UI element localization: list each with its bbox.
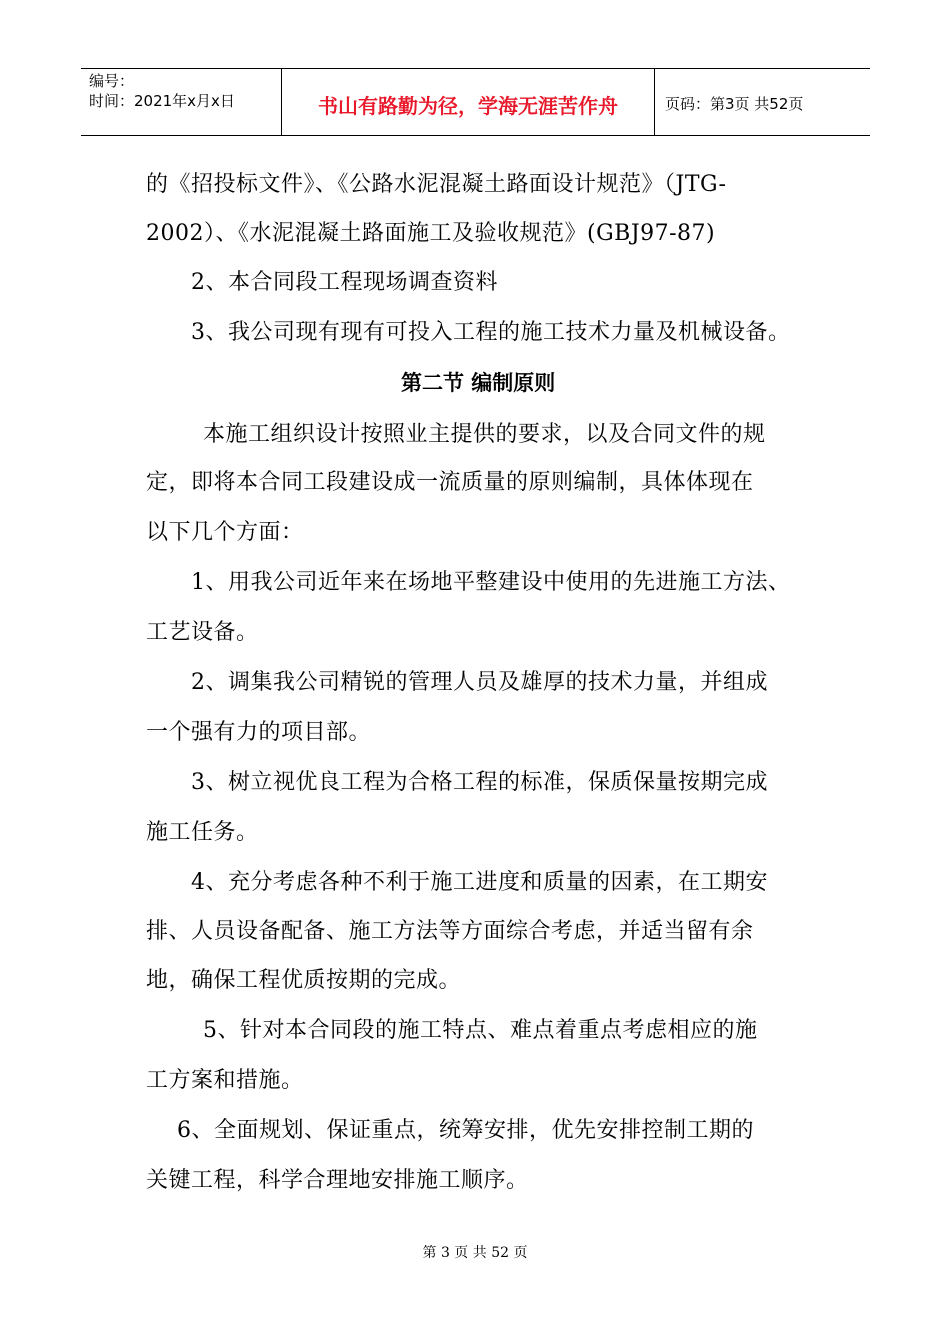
- body-line: 定，即将本合同工段建设成一流质量的原则编制，具体体现在: [146, 470, 754, 495]
- body-line: 关键工程，科学合理地安排施工顺序。: [146, 1168, 529, 1193]
- header-meta: [81, 69, 282, 135]
- body-line: 的《招投标文件》、《公路水泥混凝土路面设计规范》（JTG-: [146, 172, 727, 197]
- serial-label: 编号：: [89, 72, 135, 90]
- body-line: 2、调集我公司精锐的管理人员及雄厚的技术力量，并组成: [191, 670, 768, 695]
- body-line: 2、本合同段工程现场调查资料: [191, 270, 498, 295]
- body-line: 4、充分考虑各种不利于施工进度和质量的因素，在工期安: [191, 870, 768, 895]
- body-line: 2002）、《水泥混凝土路面施工及验收规范》(GBJ97-87): [146, 221, 716, 246]
- body-line: 3、树立视优良工程为合格工程的标准，保质保量按期完成: [191, 770, 768, 795]
- body-line: 地，确保工程优质按期的完成。: [146, 968, 462, 993]
- body-line: 以下几个方面：: [146, 520, 304, 545]
- body-line: 工方案和措施。: [146, 1068, 304, 1093]
- body-line: 6、全面规划、保证重点，统筹安排，优先安排控制工期的: [177, 1118, 754, 1143]
- body-line: 工艺设备。: [146, 620, 259, 645]
- body-line: 本施工组织设计按照业主提供的要求，以及合同文件的规: [203, 422, 766, 447]
- header-motto: 书山有路勤为径，学海无涯苦作舟: [282, 69, 655, 135]
- body-line: 1、用我公司近年来在场地平整建设中使用的先进施工方法、: [191, 570, 791, 595]
- header-page-info: 页码：第3页 共52页: [665, 94, 804, 113]
- body-line: 一个强有力的项目部。: [146, 720, 372, 745]
- page-footer: 第 3 页 共 52 页: [422, 1245, 528, 1261]
- page-header: [81, 68, 870, 136]
- time-label: 时间：2021年x月x日: [89, 92, 235, 110]
- body-line: 5、针对本合同段的施工特点、难点着重点考虑相应的施: [203, 1018, 758, 1043]
- section-heading: 第二节 编制原则: [401, 371, 556, 395]
- body-line: 排、人员设备配备、施工方法等方面综合考虑，并适当留有余: [146, 919, 754, 944]
- body-line: 3、我公司现有现有可投入工程的施工技术力量及机械设备。: [191, 320, 791, 345]
- body-line: 施工任务。: [146, 820, 259, 845]
